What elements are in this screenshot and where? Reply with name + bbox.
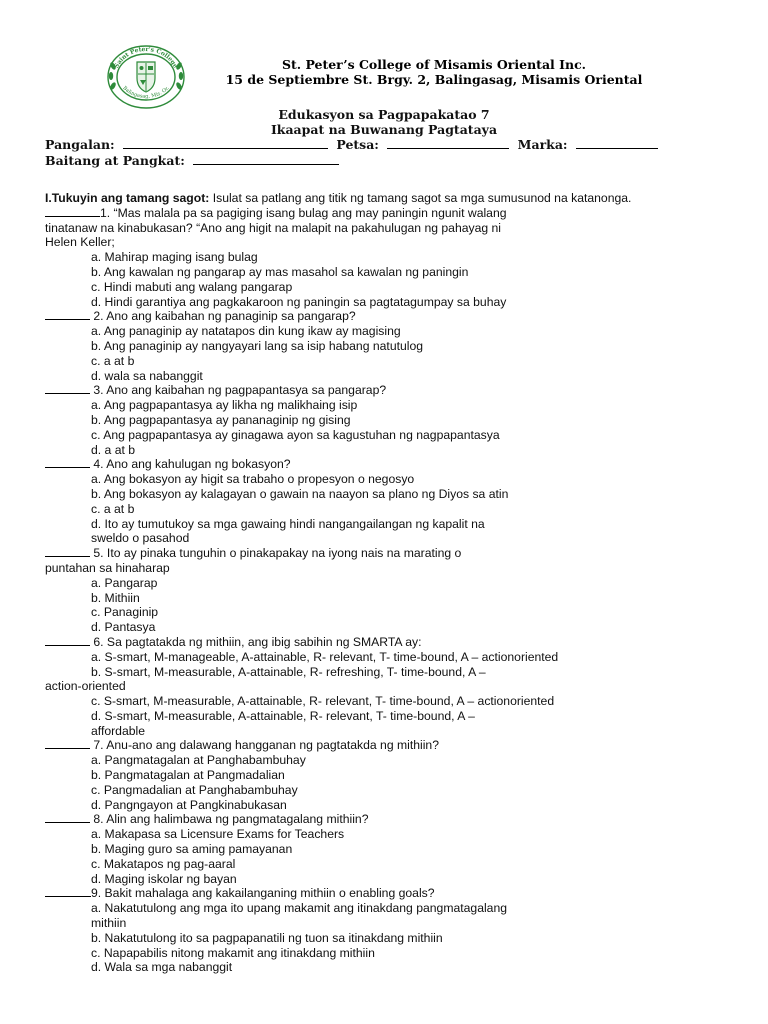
answer-option: b. S-smart, M-measurable, A-attainable, R- refreshing, T- time-bound, A – [91, 664, 486, 679]
answer-option: b. Mithiin [91, 590, 140, 605]
answer-option: b. Maging guro sa aming pamayanan [91, 842, 293, 857]
question-item [45, 886, 735, 975]
question-stem-line [45, 738, 735, 753]
question-stem-line [45, 309, 735, 324]
question-stem-line [45, 886, 735, 901]
question-item [45, 457, 735, 546]
question-stem: 1. “Mas malala pa sa pagiging isang bulag ang may paningin ngunit walang [100, 205, 507, 220]
answer-blank[interactable] [45, 547, 90, 557]
answer-option: a. Mahirap maging isang bulag [91, 250, 258, 265]
answer-option: c. Makatapos ng pag-aaral [91, 856, 236, 871]
date-field[interactable] [387, 138, 509, 149]
question-stem-line [45, 383, 735, 398]
answer-option: a. Nakatutulong ang mga ito upang makamit ang itinakdang pangmatagalang [91, 901, 508, 916]
school-address: 15 de Septiembre St. Brgy. 2, Balingasag, Misamis Oriental [225, 72, 643, 87]
question-stem-line [45, 457, 735, 472]
answer-option: b. Pangmatagalan at Pangmadalian [91, 768, 285, 783]
answer-option: d. Maging iskolar ng bayan [91, 871, 237, 886]
answer-blank[interactable] [45, 739, 90, 749]
answer-option: c. a at b [91, 353, 135, 368]
question-item [45, 383, 735, 457]
answer-option: d. Ito ay tumutukoy sa mga gawaing hindi nangangailangan ng kapalit na [91, 516, 485, 531]
question-stem: 5. Ito ay pinaka tunguhin o pinakapakay na iyong nais na marating o [90, 546, 462, 561]
question-stem-line [45, 546, 735, 561]
instructions-heading: I.Tukuyin ang tamang sagot: [45, 191, 210, 205]
answer-option-continuation: mithiin [91, 916, 127, 931]
school-name: St. Peter’s College of Misamis Oriental Inc. [281, 57, 587, 72]
answer-option: c. Ang pagpapantasya ay ginagawa ayon sa kagustuhan ng nagpapantasya [91, 427, 500, 442]
question-item [45, 309, 735, 383]
question-stem: 3. Ano ang kaibahan ng pagpapantasya sa pangarap? [90, 383, 387, 398]
answer-option: d. a at b [91, 442, 136, 457]
answer-option: d. Hindi garantiya ang pagkakaroon ng paningin sa pagtatagumpay sa buhay [91, 294, 507, 309]
subject-title: Edukasyon sa Pagpapakatao 7 [278, 107, 490, 122]
answer-option: b. Ang panaginip ay nangyayari lang sa isip habang natutulog [91, 338, 424, 353]
answer-blank[interactable] [45, 887, 91, 897]
question-stem-line [45, 812, 735, 827]
question-item [45, 812, 735, 886]
answer-blank[interactable] [45, 207, 100, 217]
answer-option: d. Pantasya [91, 620, 156, 635]
exam-title: Ikaapat na Buwanang Pagtataya [270, 122, 498, 137]
answer-option: c. Hindi mabuti ang walang pangarap [91, 279, 293, 294]
answer-blank[interactable] [45, 636, 90, 646]
answer-blank[interactable] [45, 458, 90, 468]
question-stem-continuation: tinatanaw na kinabukasan? “Ano ang higit na malapit na pakahulugan ng pahayag ni [45, 220, 502, 235]
score-label: Marka: [517, 137, 568, 152]
answer-option-continuation: sweldo o pasahod [91, 531, 190, 546]
answer-option: d. S-smart, M-measurable, A-attainable, R- relevant, T- time-bound, A – [91, 708, 475, 723]
score-field[interactable] [576, 138, 658, 149]
section-info-row [45, 153, 339, 168]
answer-option-continuation: action-oriented [45, 679, 126, 694]
question-stem: 6. Sa pagtatakda ng mithiin, ang ibig sabihin ng SMARTA ay: [90, 634, 422, 649]
question-item [45, 546, 735, 635]
question-stem-line [45, 206, 735, 221]
answer-option: c. Panaginip [91, 605, 159, 620]
answer-option: b. Nakatutulong ito sa pagpapanatili ng tuon sa itinakdang mithiin [91, 930, 443, 945]
answer-blank[interactable] [45, 813, 90, 823]
answer-option: a. Pangmatagalan at Panghabambuhay [91, 753, 306, 768]
answer-option: c. Pangmadalian at Panghabambuhay [91, 782, 298, 797]
name-label: Pangalan: [45, 137, 115, 152]
question-stem-line [45, 635, 735, 650]
question-item [45, 738, 735, 812]
answer-blank[interactable] [45, 384, 90, 394]
question-stem: 9. Bakit mahalaga ang kakailanganing mithiin o enabling goals? [91, 886, 435, 901]
answer-option: d. Pangngayon at Pangkinabukasan [91, 797, 287, 812]
instructions [45, 191, 735, 206]
student-info-row [45, 137, 658, 152]
section-label: Baitang at Pangkat: [45, 153, 185, 168]
answer-option: a. Ang bokasyon ay higit sa trabaho o propesyon o negosyo [91, 472, 415, 487]
answer-option: c. S-smart, M-measurable, A-attainable, R- relevant, T- time-bound, A – actionoriented [91, 694, 555, 709]
question-stem: 8. Alin ang halimbawa ng pangmatagalang mithiin? [90, 812, 369, 827]
question-stem: 7. Anu-ano ang dalawang hangganan ng pagtatakda ng mithiin? [90, 738, 439, 753]
answer-option: a. Makapasa sa Licensure Exams for Teachers [91, 827, 345, 842]
answer-option: a. Pangarap [91, 575, 158, 590]
answer-option: b. Ang bokasyon ay kalagayan o gawain na naayon sa plano ng Diyos sa atin [91, 486, 509, 501]
question-item [45, 635, 735, 739]
instructions-text: Isulat sa patlang ang titik ng tamang sagot sa mga sumusunod na katanonga. [209, 191, 632, 205]
questions-section [45, 191, 735, 975]
question-stem: 2. Ano ang kaibahan ng panaginip sa pangarap? [90, 309, 356, 324]
answer-option: d. Wala sa mga nabanggit [91, 960, 233, 975]
answer-option: b. Ang pagpapantasya ay pananaginip ng gising [91, 412, 351, 427]
answer-option: c. Napapabilis nitong makamit ang itinakdang mithiin [91, 945, 375, 960]
answer-option: d. wala sa nabanggit [91, 368, 203, 383]
answer-option: a. Ang panaginip ay natatapos din kung ikaw ay magising [91, 324, 401, 339]
answer-option: b. Ang kawalan ng pangarap ay mas masahol sa kawalan ng paningin [91, 264, 469, 279]
logo-ring-text-bottom: Balingasag, Mis. Or. [121, 85, 171, 100]
question-item [45, 206, 735, 310]
answer-option-continuation: affordable [91, 723, 145, 738]
question-stem-continuation: Helen Keller; [45, 235, 115, 250]
answer-option: a. S-smart, M-manageable, A-attainable, R- relevant, T- time-bound, A – actionoriented [91, 649, 559, 664]
name-field[interactable] [123, 138, 328, 149]
answer-option: a. Ang pagpapantasya ay likha ng malikhaing isip [91, 398, 358, 413]
date-label: Petsa: [336, 137, 379, 152]
answer-blank[interactable] [45, 310, 90, 320]
question-stem-continuation: puntahan sa hinaharap [45, 560, 170, 575]
question-stem: 4. Ano ang kahulugan ng bokasyon? [90, 457, 291, 472]
logo-ring-text-top: Saint Peter's College [113, 45, 179, 70]
answer-option: c. a at b [91, 501, 135, 516]
section-field[interactable] [193, 154, 339, 165]
